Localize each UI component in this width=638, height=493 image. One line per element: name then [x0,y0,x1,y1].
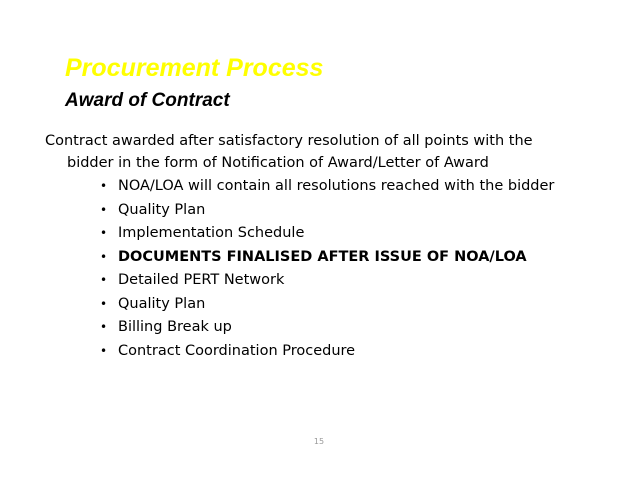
bullet-text: Detailed PERT Network [118,272,285,288]
bullet-list [100,175,554,363]
bullet-glyph: • [100,320,108,334]
bullet-item [100,175,554,199]
bullet-text: Quality Plan [118,201,206,218]
bullet-glyph: • [100,273,108,287]
bullet-item [100,293,554,317]
bullet-item-emphasized [100,246,554,270]
bullet-glyph: • [100,202,108,217]
bullet-glyph: • [100,179,108,193]
bullet-glyph: • [100,343,108,358]
intro-line-1: Contract awarded after satisfactory resolution of all points with the [45,133,533,149]
bullet-text: Contract Coordination Procedure [118,342,356,359]
bullet-text: Quality Plan [118,295,206,312]
page-number: 15 [313,437,325,446]
bullet-glyph: • [100,226,108,240]
bullet-item [100,199,554,223]
bullet-item [100,316,554,340]
bullet-item [100,222,554,246]
bullet-glyph: • [100,296,108,311]
slide-subtitle: Award of Contract [65,90,230,111]
bullet-text: Billing Break up [118,319,232,335]
bullet-text: NOA/LOA will contain all resolutions reached with the bidder [118,178,555,194]
bullet-text: DOCUMENTS FINALISED AFTER ISSUE OF NOA/LOA [118,248,527,265]
intro-line-2: bidder in the form of Notification of Award/Letter of Award [67,155,489,171]
bullet-glyph: • [100,249,108,264]
bullet-text: Implementation Schedule [118,225,305,241]
intro-paragraph [45,130,625,174]
bullet-item [100,269,554,293]
slide-title: Procurement Process [65,54,324,82]
bullet-item [100,340,554,364]
